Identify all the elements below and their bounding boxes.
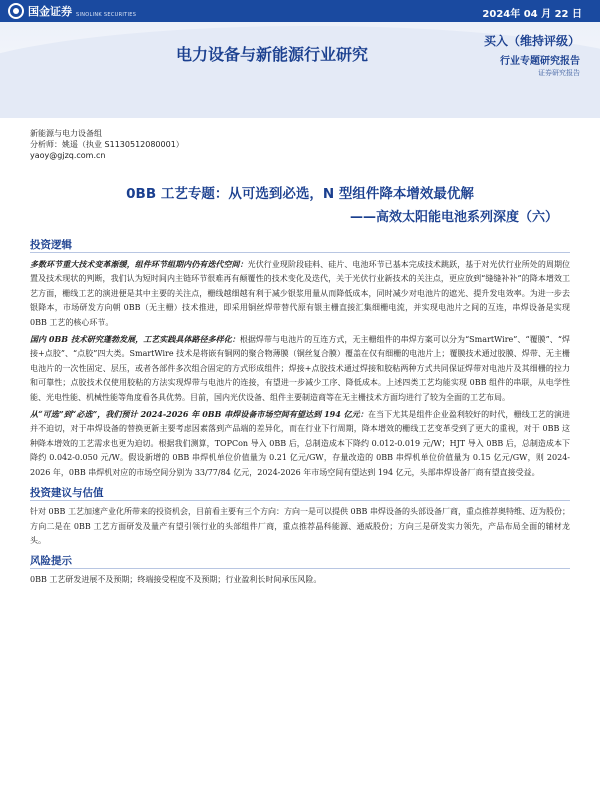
- paragraph: [30, 257, 570, 330]
- analyst-block: [30, 128, 430, 161]
- section-heading-investment-logic: 投资逻辑: [30, 238, 570, 253]
- paragraph: [30, 573, 570, 587]
- rating-label: 买入（维持评级）: [483, 34, 580, 48]
- report-sub-label: 证券研究报告: [538, 69, 580, 77]
- document-title: 0BB 工艺专题：从可选到必选，N 型组件降本增效最优解: [126, 186, 474, 202]
- paragraph-lead: 多数环节重大技术变革渐缓，组件环节组期内仍有迭代空间：: [30, 259, 248, 269]
- logo-name-en: SINOLINK SECURITIES: [76, 12, 137, 18]
- logo-name-cn: 国金证券: [28, 5, 72, 18]
- paragraph-body: 在当下尤其是组件企业盈利较好的时代，栅线工艺的演进并不迫切，对于串焊设备的替换更新主要考虑因素落到产品端的差异化，而在行业下行周期，降本增效的栅线工艺变革受到了更大的重视，对于 0BB 这种降本增效的工艺需求也更为迫切。根据我们测算，TOPCon 导入 0BB 后，总制造成本下降约 0.012-0.019 元/W；HJT 导入 0BB 后，总制造成本下降约 0.042-0.050 元/W。假设新增的 0BB 串焊机单位价值量为 0.21 亿元/GW，存量改造的 0BB 串焊机单位价值量为 0.15 亿元/GW，则 2024-2026 年，0BB 串焊机对应的市场空间分别为 33/77/84 亿元，2024-2026 年市场空间有望达到 194 亿元，头部串焊设备厂商有望直接受益。: [30, 410, 570, 477]
- paragraph: [30, 505, 570, 548]
- document-subtitle: ——高效太阳能电池系列深度（六）: [349, 210, 558, 225]
- section-heading-risk: 风险提示: [30, 554, 570, 569]
- paragraph-body: 光伏行业现阶段硅料、硅片、电池环节已基本完成技术跳跃，基于对光伏行业所处的周期位置及技术现状的判断，我们认为短时间内主链环节很难再有颠覆性的技术变化及迭代，关于光伏行业新技术的关注点，更应放到“缝缝补补”的降本增效工艺方面，栅线工艺的演进便是其中主要的关注点，栅线越细越有利于减少银浆用量从而降低成本，同时减少对电池片的遮光、提升发电效率。为进一步去银降本，市场研发方向朝 0BB（无主栅）技术推进，即采用铜丝焊带替代原有银主栅直接汇集细栅电流，并实现电池片之间的互连，串焊设备是实现 0BB 工艺的核心环节。: [30, 260, 571, 327]
- paragraph: [30, 332, 570, 405]
- industry-title: 电力设备与新能源行业研究: [176, 45, 369, 64]
- report-body: [30, 238, 570, 590]
- section-heading-investment-advice: 投资建议与估值: [30, 486, 570, 501]
- paragraph: [30, 407, 570, 480]
- company-logo: [8, 2, 136, 20]
- report-type-label: 行业专题研究报告: [500, 56, 580, 67]
- header-banner: [0, 0, 600, 118]
- paragraph-body: 根据焊带与电池片的互连方式，无主栅组件的串焊方案可以分为“SmartWire”、“覆膜”、“焊接+点胶”、“点胶”四大类。SmartWire 技术是将嵌有铜网的聚合物薄膜（铜丝复合膜）覆盖在仅有细栅的电池片上；覆膜技术通过胶膜、焊带、无主栅电池片的一次性固定、层压，或者各部件多次组合固定的方式形成组件；焊接+点胶技术通过焊接和胶粘两种方式共同保证焊带对电池片及其细栅的拉力和可靠性；点胶技术仅使用胶粘的方法实现焊带与电池片的连接，有望进一步减少工序、降低成本。上述四类工艺均能实现 0BB 组件的串联，从电学性能、光电性能、机械性能等角度看各具优势。目前，国内光伏设备、组件主要制造商等在无主栅技术方面均进行了较为全面的工艺布局。: [30, 335, 570, 402]
- paragraph-lead: 从“可选”到“必选”，我们预计 2024-2026 年 0BB 串焊设备市场空间有望达到 194 亿元：: [30, 409, 368, 420]
- logo-icon: [8, 3, 24, 19]
- paragraph-body: 0BB 工艺研发进展不及预期；终端接受程度不及预期；行业盈利长时间承压风险。: [30, 575, 322, 585]
- analyst-email: yaoy@gjzq.com.cn: [30, 151, 106, 160]
- analyst-group: 新能源与电力设备组: [30, 129, 102, 138]
- paragraph-lead: 国内 0BB 技术研究蓬勃发展，工艺实践具体路径多样化：: [30, 334, 240, 345]
- paragraph-body: 针对 0BB 工艺加速产业化所带来的投资机会，目前看主要有三个方向：方向一是可以提供 0BB 串焊设备的头部设备厂商，重点推荐奥特维、迈为股份；方向二是在 0BB 工艺方面研发及量产有望引领行业的头部组件厂商，重点推荐晶科能源、通威股份；方向三是研发实力领先，产品布局全面的辅材龙头。: [30, 507, 570, 545]
- report-date: 2024年 04 月 22 日: [482, 9, 582, 20]
- analyst-name: 分析师：姚遥（执业 S1130512080001）: [30, 140, 184, 149]
